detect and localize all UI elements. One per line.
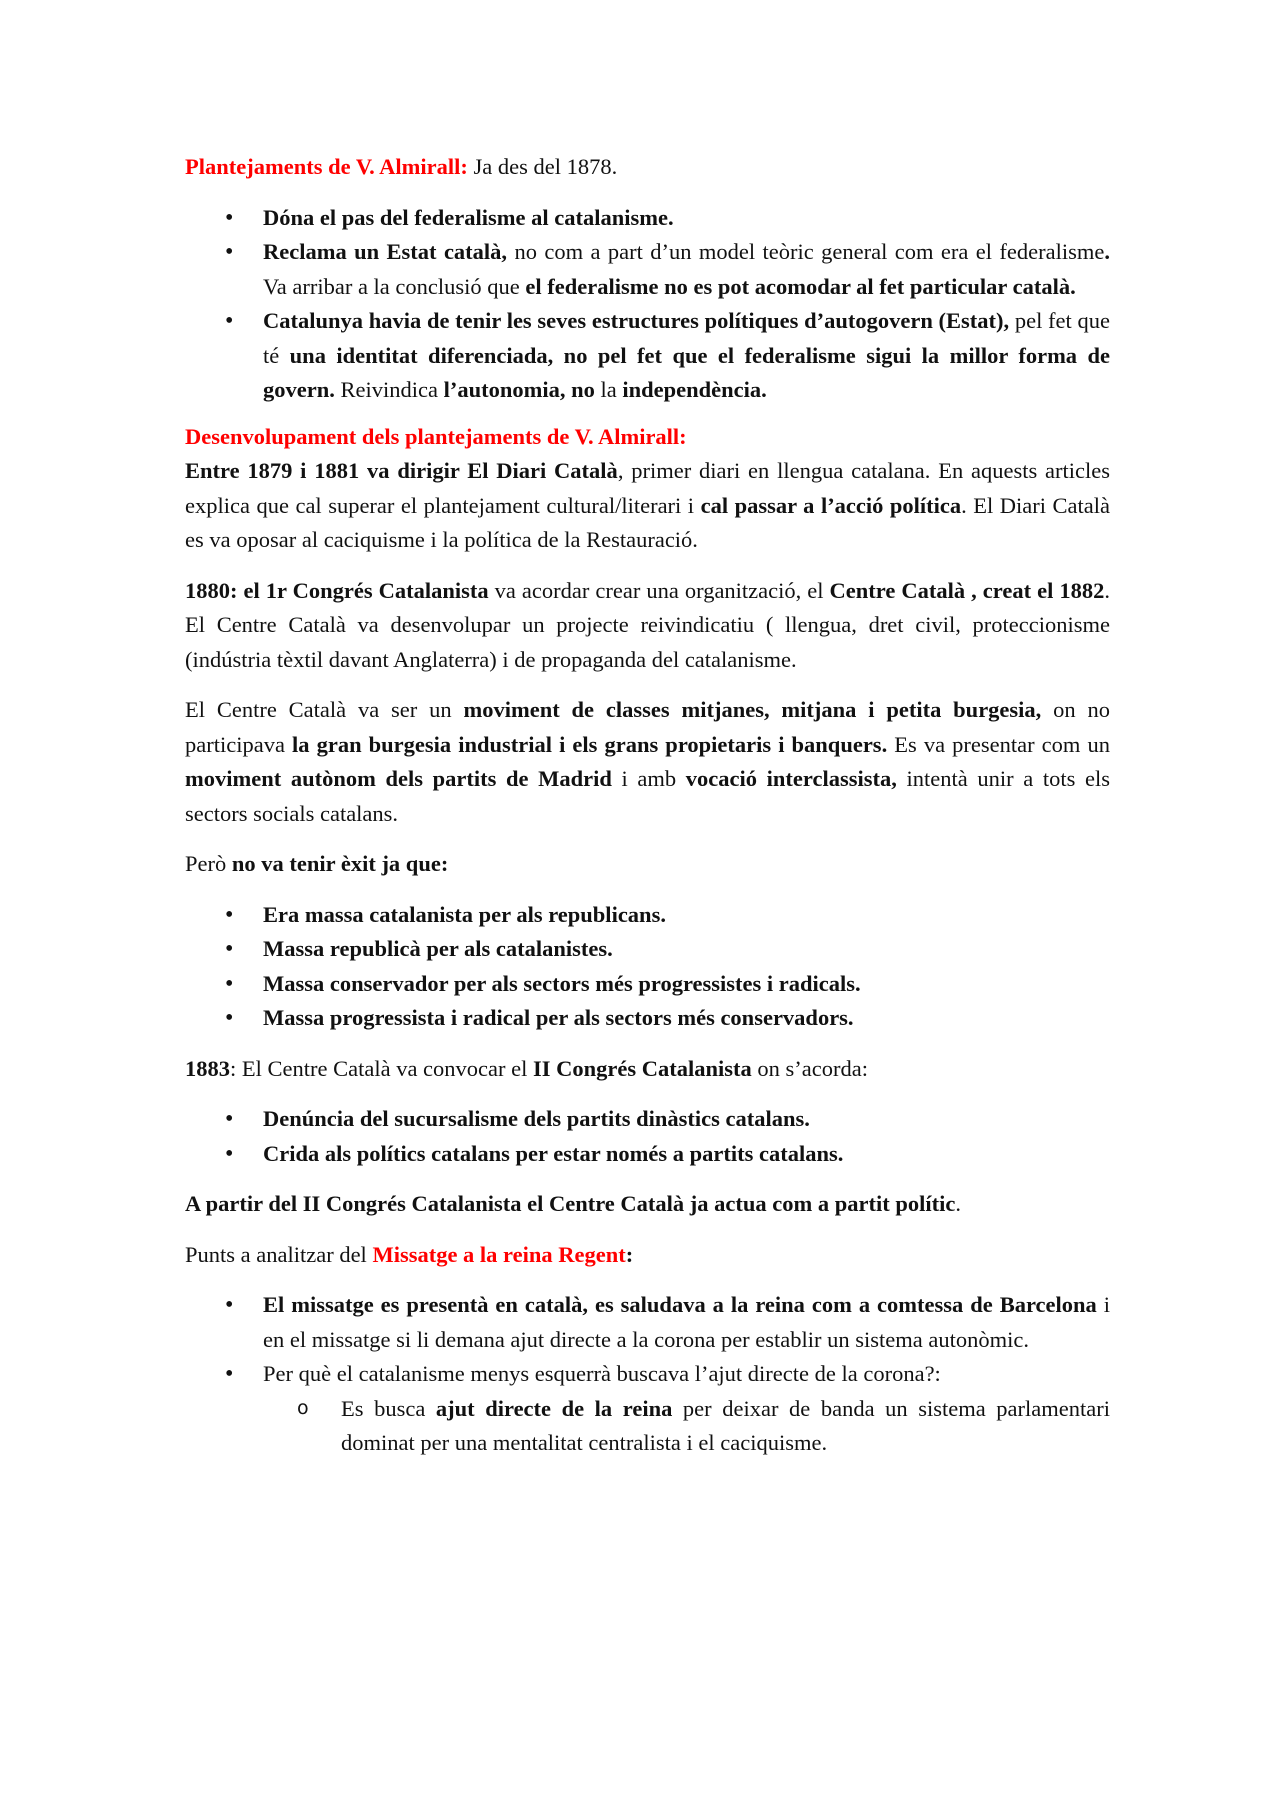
paragraph: El Centre Català va ser un moviment de classes mitjanes, mitjana i petita burgesia, on no participava la gran burgesia industrial i els grans propietaris i banquers. Es va presentar com un moviment autònom dels partits de Madrid i amb vocació interclassista, intentà unir a tots els sectors socials catalans.	[185, 697, 1110, 826]
bullet-list-almirall	[185, 201, 1110, 408]
heading-tail: Ja des del 1878.	[467, 154, 618, 179]
sub-list	[263, 1392, 1110, 1461]
paragraph: A partir del II Congrés Catalanista el Centre Català ja actua com a partit polític.	[185, 1191, 961, 1216]
section-heading-desenvolupament: Desenvolupament dels plantejaments de V. Almirall:	[185, 423, 687, 449]
list-item: • El missatge es presentà en català, es saludava a la reina com a comtessa de Barcelona i en el missatge si li demana ajut directe a la corona per establir un sistema autonòmic.	[185, 1288, 1110, 1357]
paragraph: 1880: el 1r Congrés Catalanista va acordar crear una organització, el Centre Català , creat el 1882. El Centre Català va desenvolupar un projecte reivindicatiu ( llengua, dret civil, proteccionisme (indústria tèxtil davant Anglaterra) i de propaganda del catalanisme.	[185, 577, 1110, 672]
list-item: • Denúncia del sucursalisme dels partits dinàstics catalans.	[185, 1102, 1110, 1137]
paragraph: Entre 1879 i 1881 va dirigir El Diari Català, primer diari en llengua catalana. En aquests articles explica que cal superar el plantejament cultural/literari i cal passar a l’acció política. El Diari Català es va oposar al caciquisme i la política de la Restauració.	[185, 458, 1111, 552]
list-item: • Massa republicà per als catalanistes.	[185, 932, 1110, 967]
list-item: • Massa progressista i radical per als sectors més conservadors.	[185, 1001, 1110, 1036]
paragraph: 1883: El Centre Català va convocar el II Congrés Catalanista on s’acorda:	[185, 1055, 868, 1081]
list-item: • Dóna el pas del federalisme al catalanisme.	[185, 201, 1110, 236]
list-item: • Massa conservador per als sectors més progressistes i radicals.	[185, 967, 1110, 1002]
list-item: • Era massa catalanista per als republicans.	[185, 898, 1110, 933]
paragraph: Però no va tenir èxit ja que:	[185, 851, 449, 876]
list-item: • Catalunya havia de tenir les seves estructures polítiques d’autogovern (Estat), pel fet que té una identitat diferenciada, no pel fet que el federalisme sigui la millor forma de govern. Reivindica l’autonomia, no la independència.	[185, 304, 1110, 408]
sub-list-item: o Es busca ajut directe de la reina per deixar de banda un sistema parlamentari dominat per una mentalitat centralista i el caciquisme.	[263, 1392, 1110, 1461]
bullet-list-congres	[185, 1102, 1110, 1171]
bullet-list-exit	[185, 898, 1110, 1036]
list-item: • Crida als polítics catalans per estar només a partits catalans.	[185, 1137, 1110, 1172]
section-heading-missatge: Punts a analitzar del Missatge a la reina Regent:	[185, 1241, 634, 1267]
bullet-list-missatge	[185, 1288, 1110, 1461]
list-item: • Reclama un Estat català, no com a part d’un model teòric general com era el federalisme. Va arribar a la conclusió que el federalisme no es pot acomodar al fet particular català.	[185, 235, 1110, 304]
heading-text: Plantejaments de V. Almirall:	[185, 154, 468, 179]
section-heading-almirall	[185, 150, 1110, 185]
list-item: • Per què el catalanisme menys esquerrà buscava l’ajut directe de la corona?: o Es busca ajut directe de la reina per deixar de banda un sistema parlamentari dominat per una mentalitat centralista i el caciquisme.	[185, 1357, 1110, 1461]
document-body	[185, 150, 1110, 1461]
